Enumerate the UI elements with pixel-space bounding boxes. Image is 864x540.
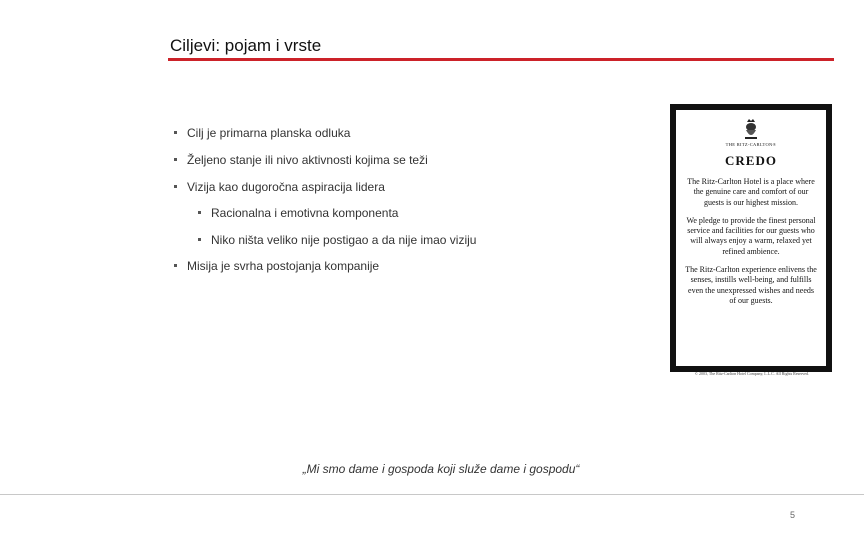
bullet-marker: [174, 264, 177, 267]
bullet-marker: [198, 211, 201, 214]
bullet-item: [174, 259, 379, 273]
bullet-text: Vizija kao dugoročna aspiracija lidera: [187, 180, 385, 194]
credo-paragraph: The Ritz-Carlton Hotel is a place where the genuine care and comfort of our guests is our highest mission.: [687, 177, 815, 207]
bullet-text: Cilj je primarna planska odluka: [187, 126, 351, 140]
bullet-text: Niko ništa veliko nije postigao a da nije imao viziju: [211, 233, 477, 247]
brand-name: THE RITZ-CARLTON®: [725, 142, 777, 147]
footer-divider: [0, 494, 864, 495]
bullet-text: Racionalna i emotivna komponenta: [211, 206, 399, 220]
lion-crest-icon: [741, 118, 761, 140]
bullet-marker: [174, 158, 177, 161]
sub-bullet-item: [198, 206, 398, 220]
bullet-item: [174, 180, 385, 194]
credo-copyright: © 2003, The Ritz-Carlton Hotel Company, L.L.C. All Rights Reserved.: [694, 371, 810, 376]
page-number: 5: [790, 510, 796, 520]
bullet-marker: [198, 238, 201, 241]
bullet-item: [174, 126, 350, 140]
credo-paragraph: The Ritz-Carlton experience enlivens the senses, instills well-being, and fulfills even the unexpressed wishes and needs of our guests.: [685, 265, 817, 305]
credo-heading: CREDO: [725, 153, 777, 168]
sub-bullet-item: [198, 233, 476, 247]
title-underline: [168, 58, 834, 61]
bullet-text: Željeno stanje ili nivo aktivnosti kojima se teži: [187, 153, 428, 167]
bullet-text: Misija je svrha postojanja kompanije: [187, 259, 380, 273]
credo-card-inner: [674, 108, 828, 368]
bullet-marker: [174, 131, 177, 134]
credo-paragraph: We pledge to provide the finest personal service and facilities for our guests who will always enjoy a warm, relaxed yet refined ambience.: [686, 215, 816, 256]
quote-text: „Mi smo dame i gospoda koji služe dame i gospodu“: [302, 462, 580, 476]
slide-title: Ciljevi: pojam i vrste: [170, 36, 322, 55]
credo-card-image: [670, 104, 832, 372]
bullet-item: [174, 153, 428, 167]
bullet-marker: [174, 185, 177, 188]
